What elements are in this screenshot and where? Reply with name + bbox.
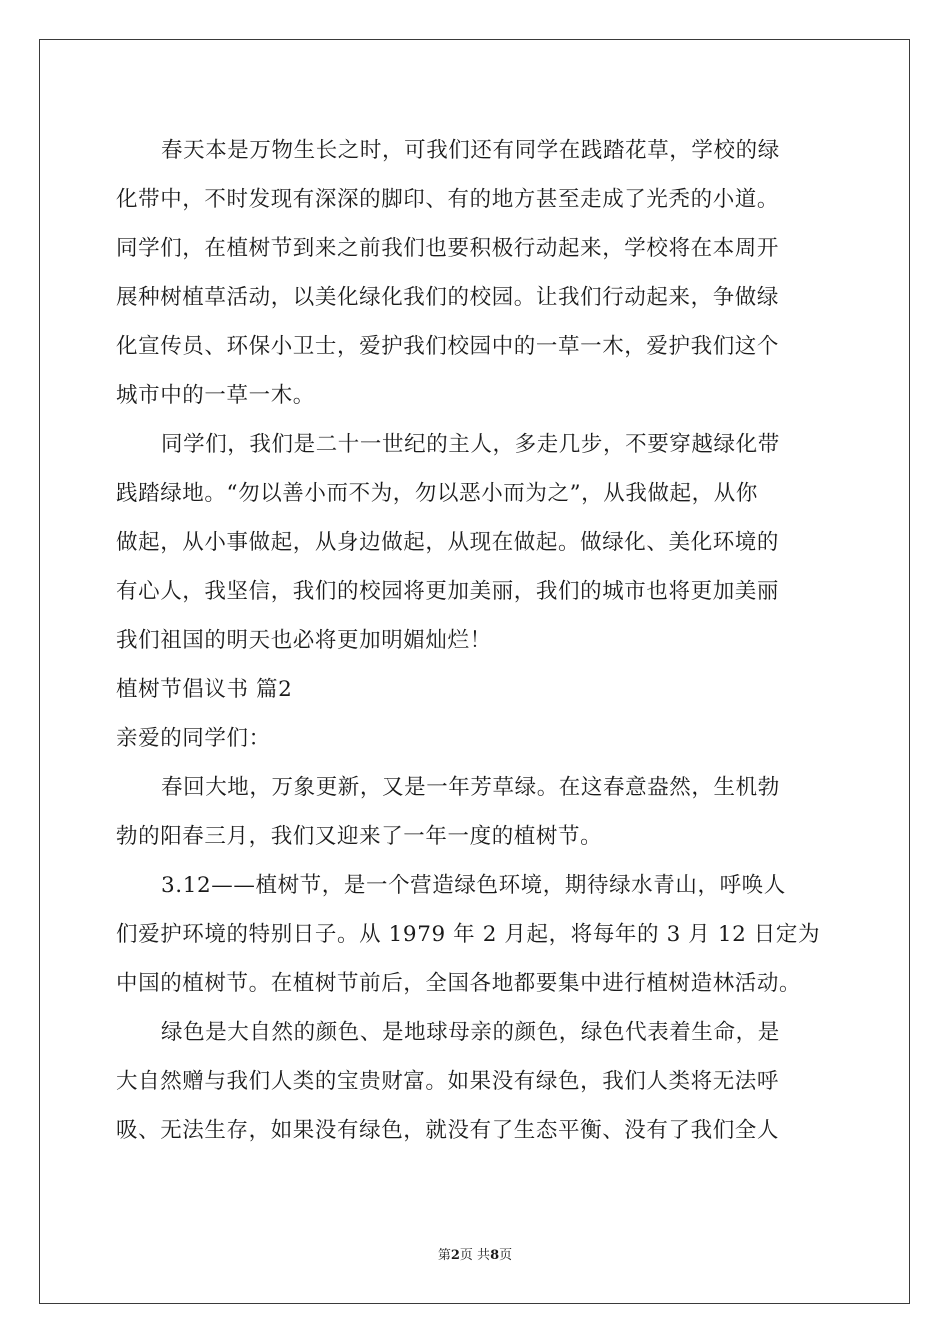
total-page-number: 8	[490, 1248, 500, 1263]
paragraph-line: 有心人，我坚信，我们的校园将更加美丽，我们的城市也将更加美丽	[116, 579, 780, 604]
salutation: 亲爱的同学们：	[116, 726, 271, 751]
paragraph-line: 3.12——植树节，是一个营造绿色环境，期待绿水青山，呼唤人	[161, 873, 786, 898]
section-heading: 植树节倡议书 篇2	[116, 677, 293, 702]
page-mid: 页 共	[459, 1248, 491, 1263]
paragraph-line: 春回大地，万象更新，又是一年芳草绿。在这春意盎然，生机勃	[161, 775, 780, 800]
paragraph-line: 勃的阳春三月，我们又迎来了一年一度的植树节。	[116, 824, 603, 849]
paragraph-line: 中国的植树节。在植树节前后，全国各地都要集中进行植树造林活动。	[116, 971, 802, 996]
paragraph-line: 同学们，我们是二十一世纪的主人，多走几步，不要穿越绿化带	[161, 432, 780, 457]
paragraph-line: 我们祖国的明天也必将更加明媚灿烂！	[116, 628, 492, 653]
paragraph-line: 春天本是万物生长之时，可我们还有同学在践踏花草，学校的绿	[161, 138, 780, 163]
paragraph-line: 城市中的一草一木。	[116, 383, 315, 408]
paragraph-line: 展种树植草活动，以美化绿化我们的校园。让我们行动起来，争做绿	[116, 285, 780, 310]
paragraph-line: 做起，从小事做起，从身边做起，从现在做起。做绿化、美化环境的	[116, 530, 780, 555]
paragraph-line: 吸、无法生存，如果没有绿色，就没有了生态平衡、没有了我们全人	[116, 1118, 780, 1143]
current-page-number: 2	[450, 1248, 460, 1263]
paragraph-line: 们爱护环境的特别日子。从 1979 年 2 月起，将每年的 3 月 12 日定为	[116, 922, 821, 947]
page-footer	[0, 1244, 950, 1263]
paragraph-line: 化带中，不时发现有深深的脚印、有的地方甚至走成了光秃的小道。	[116, 187, 780, 212]
paragraph-line: 同学们，在植树节到来之前我们也要积极行动起来，学校将在本周开	[116, 236, 780, 261]
paragraph-line: 绿色是大自然的颜色、是地球母亲的颜色，绿色代表着生命，是	[161, 1020, 780, 1045]
page-prefix: 第	[437, 1248, 451, 1263]
document-body	[116, 126, 836, 1155]
paragraph-line: 大自然赠与我们人类的宝贵财富。如果没有绿色，我们人类将无法呼	[116, 1069, 780, 1094]
paragraph-line: 践踏绿地。“勿以善小而不为，勿以恶小而为之”，从我做起，从你	[116, 481, 758, 506]
page-suffix: 页	[499, 1248, 513, 1263]
paragraph-line: 化宣传员、环保小卫士，爱护我们校园中的一草一木，爱护我们这个	[116, 334, 780, 359]
